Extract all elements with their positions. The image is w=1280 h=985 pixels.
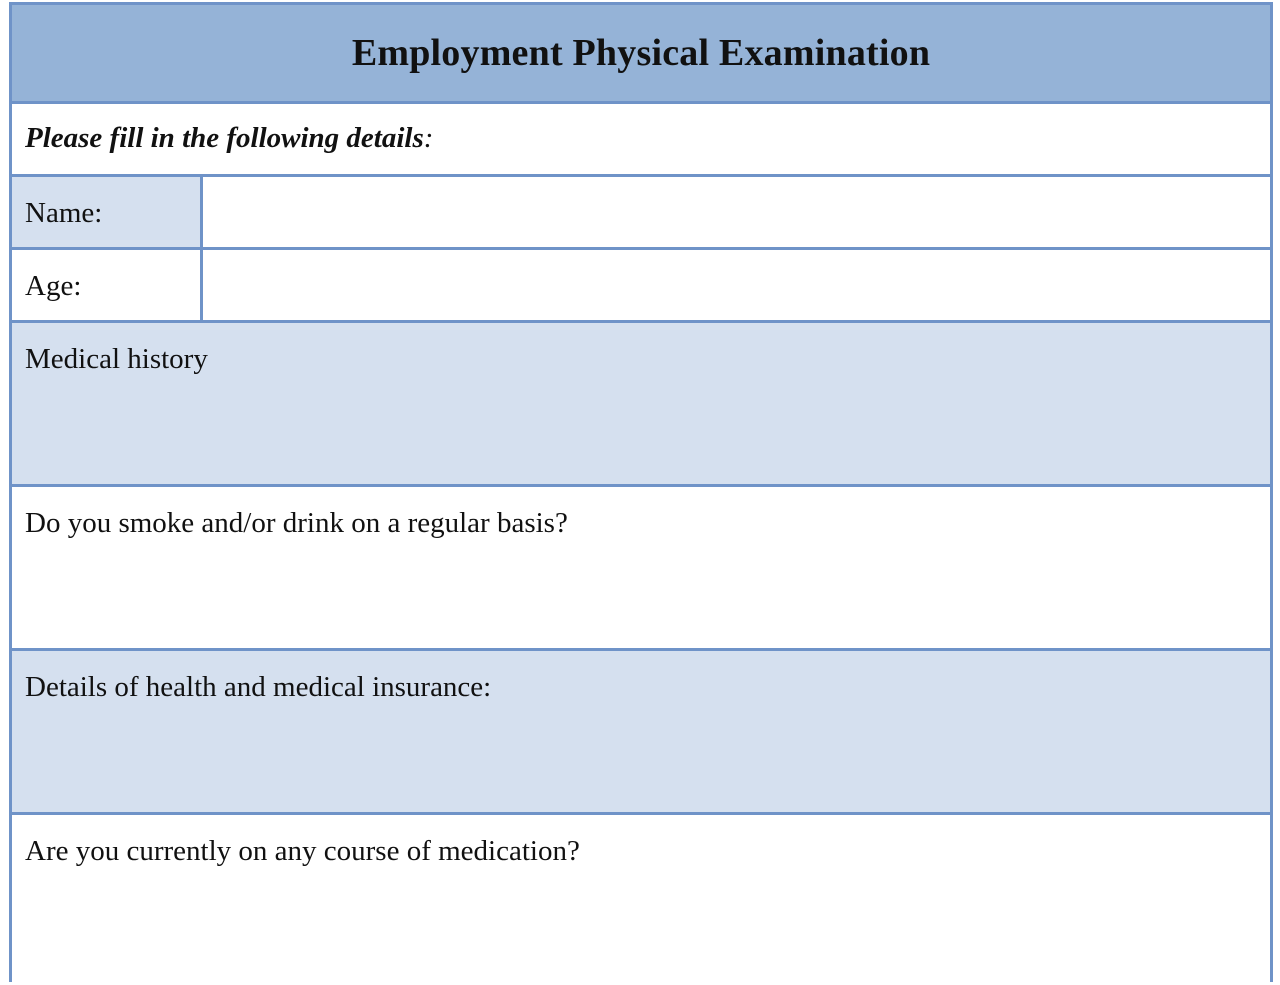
medical-history-field[interactable] [12, 381, 1270, 484]
name-row [12, 177, 1270, 250]
name-field[interactable] [206, 177, 1270, 247]
insurance-section [12, 651, 1270, 815]
smoke-drink-section [12, 487, 1270, 651]
age-label: Age: [25, 270, 82, 302]
name-label: Name: [25, 197, 103, 229]
intro-row [12, 104, 1270, 177]
medical-history-section [12, 323, 1270, 487]
intro-colon: : [423, 122, 434, 154]
form-title: Employment Physical Examination [351, 32, 931, 74]
insurance-label: Details of health and medical insurance: [25, 671, 492, 703]
smoke-drink-field[interactable] [12, 545, 1270, 648]
name-label-cell [12, 177, 203, 247]
intro-text [25, 122, 433, 155]
employment-physical-form [9, 2, 1273, 982]
age-field[interactable] [206, 250, 1270, 320]
smoke-drink-label: Do you smoke and/or drink on a regular basis? [25, 507, 568, 539]
age-row [12, 250, 1270, 323]
medication-field[interactable] [12, 873, 1270, 985]
medication-label: Are you currently on any course of medication? [25, 835, 580, 867]
title-bar [12, 5, 1270, 104]
insurance-field[interactable] [12, 709, 1270, 812]
age-label-cell [12, 250, 203, 320]
intro-label: Please fill in the following details [25, 122, 424, 154]
medical-history-label: Medical history [25, 343, 208, 375]
